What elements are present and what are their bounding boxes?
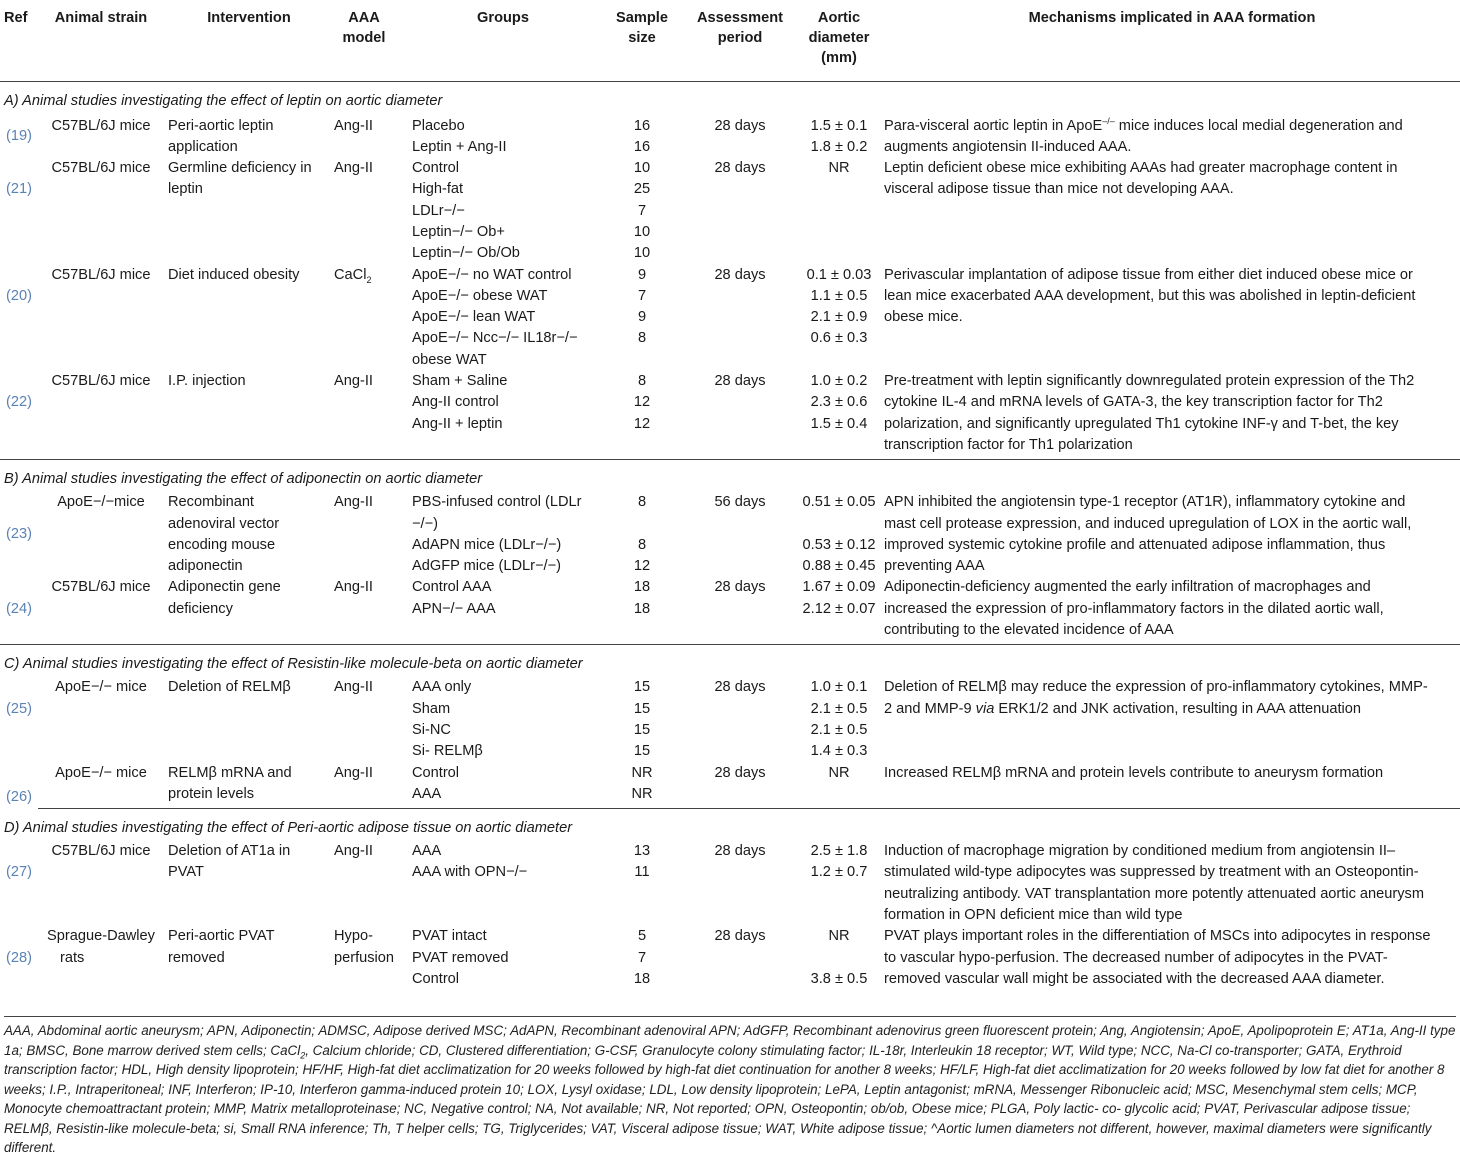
header-sample: Sample size — [598, 0, 686, 81]
section-b-row — [0, 460, 1460, 493]
ref-link[interactable]: (26) — [6, 789, 32, 806]
table-row: Ang-II control 12 2.3 ± 0.6 cytokine IL-4 and mRNA levels of GATA-3, the key transcription factor for Th2 — [412, 394, 1383, 411]
table-row: ApoE−/− Ncc−/− IL18r−/− 8 0.6 ± 0.3 — [412, 330, 868, 347]
table-row: (19) C57BL/6J mice Peri-aortic leptin Ang-II Placebo 16 28 days 1.5 ± 0.1 Para-visceral aortic leptin in ApoE–/– mice induces local medial degeneration and — [0, 114, 1460, 137]
table-row: Ang-II + leptin 12 1.5 ± 0.4 polarization, and significantly upregulated Th1 cytokine INF-γ and T-bet, the key — [412, 415, 1399, 432]
table-row: application Leptin + Ang-II 16 1.8 ± 0.2 augments angiotensin II-induced AAA. — [168, 138, 1132, 155]
table-header-row — [0, 0, 1460, 81]
section-d-title: D) Animal studies investigating the effect of Peri-aortic adipose tissue on aortic diameter — [4, 820, 573, 837]
table-row: Si- RELMβ 15 1.4 ± 0.3 — [412, 743, 868, 760]
table-row: deficiency APN−/− AAA 18 2.12 ± 0.07 increased the expression of pro-inflammatory factors in the dilated aortic wall, — [168, 600, 1384, 617]
table-row: (25) ApoE−/− mice Deletion of RELMβ Ang-II AAA only 15 28 days 1.0 ± 0.1 Deletion of RELMβ may reduce the expression of pro-inflammatory cytokines, MMP- — [0, 677, 1460, 698]
ref-link[interactable]: (25) — [6, 700, 32, 717]
table-row: formation in OPN deficient mice than wild type — [884, 907, 1183, 923]
ref-link[interactable]: (28) — [6, 949, 32, 966]
section-c-row — [0, 645, 1460, 678]
ref-link[interactable]: (22) — [6, 394, 32, 411]
table-row: Leptin−/− Ob+ 10 — [412, 223, 651, 240]
section-b-title: B) Animal studies investigating the effect of adiponectin on aortic diameter — [4, 471, 483, 488]
table-row: Si-NC 15 2.1 ± 0.5 — [412, 721, 868, 738]
table-footnote: AAA, Abdominal aortic aneurysm; APN, Adiponectin; ADMSC, Adipose derived MSC; AdAPN, Recombinant adenoviral APN; AdGFP, Recombinant adenovirus green fluorescent protein; Ang, Angiotensin; ApoE, Apolipoprotein E; AT1a, Ang-II type 1a; BMSC, Bone marrow derived stem cells; CaCl$_2$, Calcium chloride; CD, Clustered differentiation; G-CSF, Granulocyte colony stimulating factor; IL-18r, Interleukin 18 receptor; WT, Wild type; NCC, Na-Cl co-transporter; GATA, Erythroid transcription factor; HDL, High density lipoprotein; HF/HF, High-fat diet acclimatization for 20 weeks followed by high-fat diet continuation for another 8 weeks; HF/LF, High-fat diet acclimatization for 20 weeks followed by low fat diet for another 8 weeks; I.P., Intraperitoneal; INF, Interferon; IP-10, Interferon gamma-induced protein 10; LOX, Lysyl oxidase; LDL, Low density lipoprotein; LePA, Leptin antagonist; mRNA, Messenger Ribonucleic acid; MSC, Mesenchymal stem cells; MCP, Monocyte chemoattractant protein; MMP, Matrix metalloproteinase; NC, Negative control; NA, Not available; NR, Not reported; OPN, Osteopontin; ob/ob, Obese mice; PLGA, Poly lactic- co- glycolic acid; PVAT, Perivascular adipose tissue; RELMβ, Resistin-like molecule-beta; si, Small RNA inference; Th, T helper cells; TG, Triglycerides; VAT, Visceral adipose tissue; WAT, White adipose tissue; ^Aortic lumen diameters not different, however, maximal diameters were significantly different. — [4, 1016, 1456, 1158]
table-row: adiponectin AdGFP mice (LDLr−/−) 12 0.88 ± 0.45 preventing AAA — [168, 558, 985, 575]
header-mechanisms: Mechanisms implicated in AAA formation — [884, 0, 1460, 81]
table-row: PVAT AAA with OPN−/− 11 1.2 ± 0.7 stimulated wild-type adipocytes was suppressed by treatment with an Osteopontin- — [168, 864, 1419, 881]
table-row: Control 18 3.8 ± 0.5 removed vascular wall might be associated with the decreased AAA diameter. — [412, 970, 1385, 987]
section-d-row — [0, 809, 1460, 842]
header-period: Assessment period — [686, 0, 794, 81]
table-row: obese WAT — [412, 351, 487, 368]
table-row: leptin High-fat 25 visceral adipose tissue than mice not developing AAA. — [168, 181, 1234, 198]
table-row: neutralizing antibody. VAT transplantation more potently attenuated aortic aneurysm — [884, 885, 1425, 902]
header-intervention: Intervention — [164, 0, 334, 81]
ref-link[interactable]: (27) — [6, 864, 32, 881]
ref-link[interactable]: (19) — [6, 128, 32, 145]
table-row: adenoviral vector −/−) mast cell protease expression, and induced upregulation of LOX in the aortic wall, — [168, 515, 1412, 532]
ref-link[interactable]: (24) — [6, 600, 32, 617]
section-a-title: A) Animal studies investigating the effect of leptin on aortic diameter — [4, 92, 443, 109]
table-row: (27) C57BL/6J mice Deletion of AT1a in Ang-II AAA 13 28 days 2.5 ± 1.8 Induction of macrophage migration by conditioned medium from angiotensin II– — [0, 841, 1460, 862]
table-row: Leptin−/− Ob/Ob 10 — [412, 245, 651, 262]
header-strain: Animal strain — [38, 0, 164, 81]
table-row: rats removed perfusion PVAT removed 7 to vascular hypo-perfusion. The decreased number of adipocytes in the PVAT- — [60, 949, 1388, 966]
ref-link[interactable]: (23) — [6, 526, 32, 543]
table-row: (24) C57BL/6J mice Adiponectin gene Ang-II Control AAA 18 28 days 1.67 ± 0.09 Adiponectin-deficiency augmented the early infiltration of macrophages and — [0, 577, 1460, 598]
table-row: protein levels AAA NR — [0, 784, 1460, 809]
table-row: Sham 15 2.1 ± 0.5 2 and MMP-9 via ERK1/2 and JNK activation, resulting in AAA attenuation — [412, 700, 1362, 717]
table-row: (20) C57BL/6J mice Diet induced obesity CaCl$_2$ ApoE−/− no WAT control 9 28 days 0.1 ± 0.03 Perivascular implantation of adipose tissue from either diet induced obese mice or — [0, 265, 1460, 286]
table-row: contributing to the elevated incidence of AAA — [0, 620, 1460, 645]
table-row: (22) C57BL/6J mice I.P. injection Ang-II Sham + Saline 8 28 days 1.0 ± 0.2 Pre-treatment with leptin significantly downregulated protein expression of the Th2 — [0, 371, 1460, 392]
ref-link[interactable]: (20) — [6, 287, 32, 304]
header-groups: Groups — [408, 0, 598, 81]
table-row: ApoE−/− lean WAT 9 2.1 ± 0.9 obese mice. — [412, 309, 963, 326]
section-a-row — [0, 81, 1460, 114]
table-row: (28) Sprague-Dawley Peri-aortic PVAT Hypo- PVAT intact 5 28 days NR PVAT plays important roles in the differentiation of MSCs into adipocytes in response — [0, 926, 1460, 947]
ref-link[interactable]: (21) — [6, 181, 32, 198]
table-row: (23) ApoE−/−mice Recombinant Ang-II PBS-infused control (LDLr 8 56 days 0.51 ± 0.05 APN inhibited the angiotensin type-1 receptor (AT1R), inflammatory cytokine and — [0, 492, 1460, 513]
header-ref: Ref — [0, 0, 38, 81]
table-row: LDLr−/− 7 — [412, 202, 647, 219]
header-diameter: Aortic diameter (mm) — [794, 0, 884, 81]
table-row: transcription factor for Th1 polarization — [0, 435, 1460, 460]
table-row: encoding mouse AdAPN mice (LDLr−/−) 8 0.53 ± 0.12 improved systemic cytokine profile and attenuated adipose inflammation, thus — [168, 536, 1386, 553]
table-row: ApoE−/− obese WAT 7 1.1 ± 0.5 lean mice exacerbated AAA development, but this was abolished in leptin-deficient — [412, 287, 1416, 304]
header-model: AAA model — [334, 0, 408, 81]
table-row: (21) C57BL/6J mice Germline deficiency in Ang-II Control 10 28 days NR Leptin deficient obese mice exhibiting AAAs had greater macrophage content in — [0, 158, 1460, 179]
table-row: (26) ApoE−/− mice RELMβ mRNA and Ang-II Control NR 28 days NR Increased RELMβ mRNA and protein levels contribute to aneurysm formation — [0, 763, 1460, 784]
section-c-title: C) Animal studies investigating the effect of Resistin-like molecule-beta on aortic diameter — [4, 656, 583, 673]
